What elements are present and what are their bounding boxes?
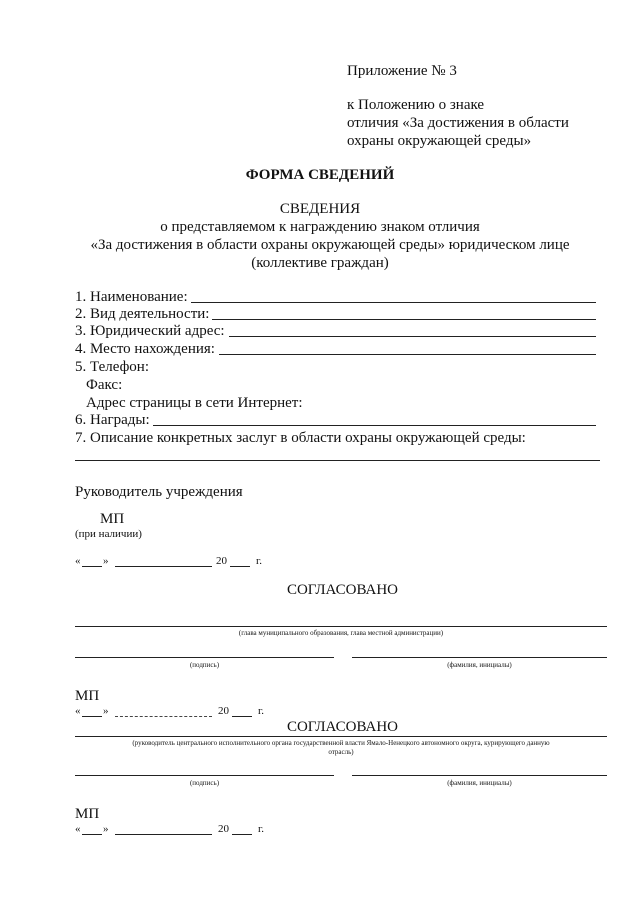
agreed2-official-caption-line2: отрасль): [328, 748, 354, 756]
agreed1-date-month-line[interactable]: [115, 716, 212, 717]
agreed2-date-close: »: [103, 823, 109, 835]
agreed1-title: СОГЛАСОВАНО: [286, 582, 399, 598]
head-label: Руководитель учреждения: [75, 484, 243, 500]
head-date-open: «: [75, 555, 81, 567]
subtitle-line: «За достижения в области охраны окружающей среды» юридическом лице: [90, 237, 570, 253]
field-website-label: Адрес страницы в сети Интернет:: [86, 395, 303, 411]
agreed2-date-month-line[interactable]: [115, 834, 212, 835]
appendix-number: Приложение № 3: [347, 63, 457, 79]
head-mp-note: (при наличии): [75, 528, 142, 540]
field-awards-line[interactable]: [153, 425, 596, 426]
head-date-year: 20: [216, 555, 227, 567]
agreed2-name-caption: (фамилия, инициалы): [447, 779, 512, 787]
field-name-line[interactable]: [191, 302, 596, 303]
field-fax-label: Факс:: [86, 377, 123, 393]
agreed2-date-year: 20: [218, 823, 229, 835]
subtitle-heading: СВЕДЕНИЯ: [279, 201, 361, 217]
head-date-close: »: [103, 555, 109, 567]
appendix-reference-line3: охраны окружающей среды»: [347, 133, 532, 149]
head-date-day-line[interactable]: [82, 566, 102, 567]
field-awards-label: 6. Награды:: [75, 412, 150, 428]
field-legal-address-label: 3. Юридический адрес:: [75, 323, 225, 339]
agreed1-date-day-line[interactable]: [82, 716, 102, 717]
agreed1-date-year: 20: [218, 705, 229, 717]
field-location-label: 4. Место нахождения:: [75, 341, 215, 357]
agreed2-official-line[interactable]: [75, 736, 607, 737]
field-activity-line[interactable]: [212, 319, 596, 320]
appendix-reference-line2: отличия «За достижения в области: [347, 115, 569, 131]
agreed2-date-open: «: [75, 823, 81, 835]
head-mp: МП: [100, 511, 125, 527]
field-location-line[interactable]: [219, 354, 596, 355]
agreed1-name-line[interactable]: [352, 657, 607, 658]
field-phone-label: 5. Телефон:: [75, 359, 149, 375]
agreed2-signature-caption: (подпись): [189, 779, 220, 787]
agreed1-signature-line[interactable]: [75, 657, 334, 658]
agreed2-name-line[interactable]: [352, 775, 607, 776]
agreed1-date-year-suffix: г.: [258, 705, 265, 717]
agreed2-date-year-suffix: г.: [258, 823, 265, 835]
agreed1-date-open: «: [75, 705, 81, 717]
form-title: ФОРМА СВЕДЕНИЙ: [245, 167, 395, 183]
agreed1-official-line[interactable]: [75, 626, 607, 627]
appendix-reference: к Положению о знаке: [347, 97, 485, 113]
agreed2-signature-line[interactable]: [75, 775, 334, 776]
agreed2-mp: МП: [75, 806, 100, 822]
subtitle-line: о представляемом к награждению знаком отличия: [160, 219, 480, 235]
field-merits-label: 7. Описание конкретных заслуг в области охраны окружающей среды:: [75, 430, 526, 446]
field-merits-line[interactable]: [75, 460, 600, 461]
field-activity-label: 2. Вид деятельности:: [75, 306, 210, 322]
subtitle-line: (коллективе граждан): [251, 255, 389, 271]
head-date-year-suffix: г.: [256, 555, 263, 567]
agreed1-official-caption: (глава муниципального образования, глава местной администрации): [238, 629, 444, 637]
agreed1-mp: МП: [75, 688, 100, 704]
field-legal-address-line[interactable]: [229, 336, 596, 337]
agreed2-title: СОГЛАСОВАНО: [286, 719, 399, 735]
agreed1-date-year-line[interactable]: [232, 716, 252, 717]
agreed2-date-day-line[interactable]: [82, 834, 102, 835]
agreed2-official-caption: (руководитель центрального исполнительного органа государственной власти Ямало-Ненецкого автономного округа, курирующего данную: [132, 739, 550, 747]
agreed2-date-year-line[interactable]: [232, 834, 252, 835]
agreed1-date-close: »: [103, 705, 109, 717]
agreed1-signature-caption: (подпись): [189, 661, 220, 669]
agreed1-name-caption: (фамилия, инициалы): [447, 661, 512, 669]
head-date-year-line[interactable]: [230, 566, 250, 567]
field-name-label: 1. Наименование:: [75, 289, 188, 305]
head-date-month-line[interactable]: [115, 566, 212, 567]
